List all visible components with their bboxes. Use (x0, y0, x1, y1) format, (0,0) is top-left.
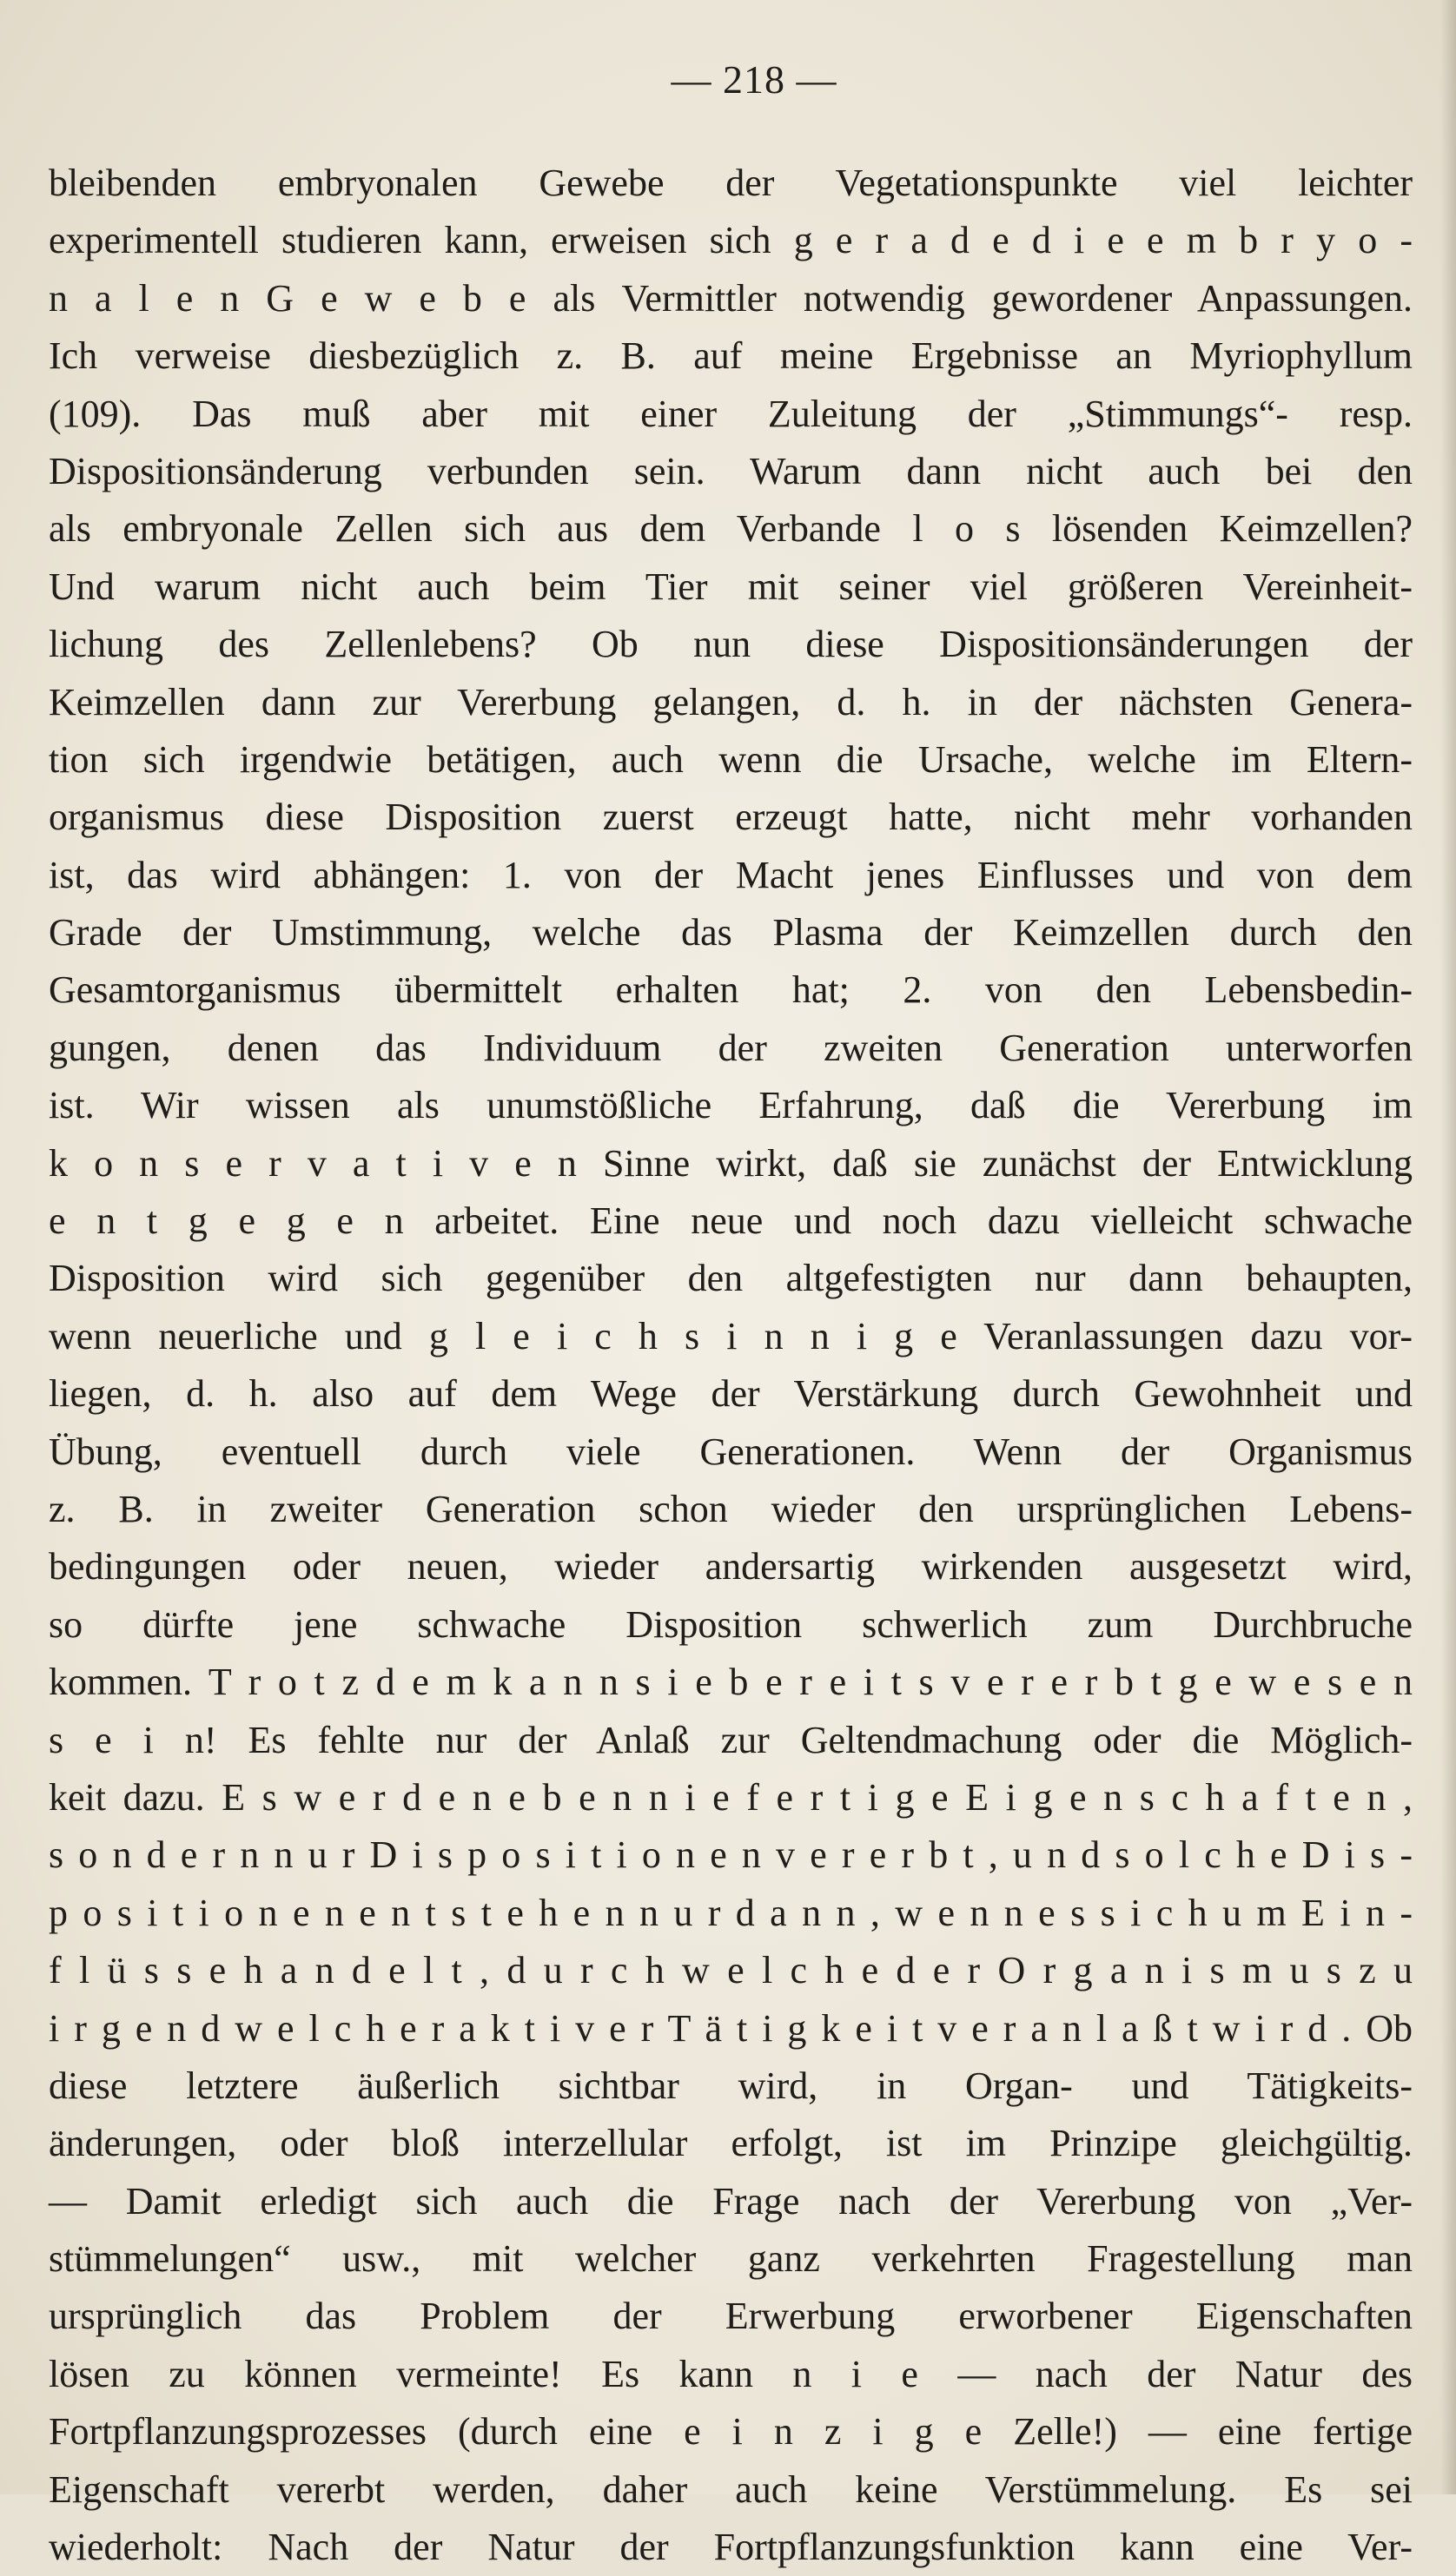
text-line: i r g e n d w e l c h e r a k t i v e r T ä t i g k e i t v e r a n l a ß t w i r d . Ob (49, 2006, 1413, 2050)
text-line: so dürfte jene schwache Disposition schwerlich zum Durchbruche (49, 1602, 1413, 1646)
text-line: Disposition wird sich gegenüber den altgefestigten nur dann behaupten, (49, 1257, 1413, 1300)
text-line: s o n d e r n n u r D i s p o s i t i o n e n v e r e r b t , u n d s o l c h e D i s - (49, 1833, 1413, 1877)
text-line: p o s i t i o n e n e n t s t e h e n n u r d a n n , w e n n e s s i c h u m E i n - (49, 1891, 1413, 1934)
text-line: gungen, denen das Individuum der zweiten Generation unterworfen (49, 1026, 1413, 1069)
text-line: (109). Das muß aber mit einer Zuleitung der „Stimmungs“- resp. (49, 392, 1413, 435)
text-line: ist. Wir wissen als unumstößliche Erfahrung, daß die Vererbung im (49, 1084, 1413, 1127)
text-line: — Damit erledigt sich auch die Frage nach der Vererbung von „Ver- (49, 2179, 1413, 2223)
text-line: f l ü s s e h a n d e l t , d u r c h w e l c h e d e r O r g a n i s m u s z u (49, 1949, 1413, 1992)
text-line: änderungen, oder bloß interzellular erfolgt, ist im Prinzipe gleichgültig. (49, 2122, 1413, 2165)
text-line: wenn neuerliche und g l e i c h s i n n i g e Veranlassungen dazu vor- (49, 1314, 1413, 1357)
text-line: tion sich irgendwie betätigen, auch wenn die Ursache, welche im Eltern- (49, 737, 1413, 781)
body-text (49, 155, 1413, 2576)
text-line: Eigenschaft vererbt werden, daher auch keine Verstümmelung. Es sei (49, 2467, 1413, 2511)
text-line: Gesamtorganismus übermittelt erhalten hat; 2. von den Lebensbedin- (49, 968, 1413, 1012)
text-line: wiederholt: Nach der Natur der Fortpflanzungsfunktion kann eine Ver- (49, 2526, 1413, 2569)
text-line: ursprünglich das Problem der Erwerbung erworbener Eigenschaften (49, 2295, 1413, 2338)
text-line: bleibenden embryonalen Gewebe der Vegetationspunkte viel leichter (49, 162, 1413, 204)
page-number: — 218 — (671, 57, 837, 102)
text-line: Dispositionsänderung verbunden sein. Warum dann nicht auch bei den (49, 449, 1413, 492)
text-line: liegen, d. h. also auf dem Wege der Verstärkung durch Gewohnheit und (49, 1372, 1413, 1416)
text-line: s e i n! Es fehlte nur der Anlaß zur Geltendmachung oder die Möglich- (49, 1718, 1413, 1761)
text-line: z. B. in zweiter Generation schon wieder den ursprünglichen Lebens- (49, 1487, 1413, 1530)
text-line: als embryonale Zellen sich aus dem Verbande l o s lösenden Keimzellen? (49, 507, 1413, 551)
text-line: Fortpflanzungsprozesses (durch eine e i n z i g e Zelle!) — eine fertige (49, 2410, 1413, 2454)
text-line: lichung des Zellenlebens? Ob nun diese Dispositionsänderungen der (49, 623, 1413, 666)
text-line: stümmelungen“ usw., mit welcher ganz verkehrten Fragestellung man (49, 2237, 1413, 2281)
text-line: Ich verweise diesbezüglich z. B. auf meine Ergebnisse an Myriophyllum (49, 334, 1413, 378)
text-line: Und warum nicht auch beim Tier mit seiner viel größeren Vereinheit- (49, 565, 1413, 608)
text-line: n a l e n G e w e b e als Vermittler notwendig gewordener Anpassungen. (49, 276, 1413, 320)
text-line: kommen. T r o t z d e m k a n n s i e b e r e i t s v e r e r b t g e w e s e n (49, 1661, 1413, 1704)
text-line: keit dazu. E s w e r d e n e b e n n i e f e r t i g e E i g e n s c h a f t e n , (49, 1775, 1413, 1819)
text-line: k o n s e r v a t i v e n Sinne wirkt, daß sie zunächst der Entwicklung (49, 1141, 1413, 1185)
text-line: Keimzellen dann zur Vererbung gelangen, d. h. in der nächsten Genera- (49, 680, 1413, 723)
text-line: Grade der Umstimmung, welche das Plasma der Keimzellen durch den (49, 911, 1413, 954)
text-line: experimentell studieren kann, erweisen sich g e r a d e d i e e m b r y o - (49, 219, 1413, 262)
text-line: ist, das wird abhängen: 1. von der Macht jenes Einflusses und von dem (49, 853, 1413, 896)
text-line: bedingungen oder neuen, wieder andersartig wirkenden ausgesetzt wird, (49, 1545, 1413, 1589)
text-line: e n t g e g e n arbeitet. Eine neue und noch dazu vielleicht schwache (49, 1199, 1413, 1243)
text-line: lösen zu können vermeinte! Es kann n i e — nach der Natur des (49, 2352, 1413, 2395)
text-line: diese letztere äußerlich sichtbar wird, in Organ- und Tätigkeits- (49, 2064, 1413, 2107)
text-line: Übung, eventuell durch viele Generationen. Wenn der Organismus (49, 1430, 1413, 1473)
page-edge-shadow (1440, 0, 1456, 2494)
text-line: organismus diese Disposition zuerst erzeugt hatte, nicht mehr vorhanden (49, 796, 1413, 839)
